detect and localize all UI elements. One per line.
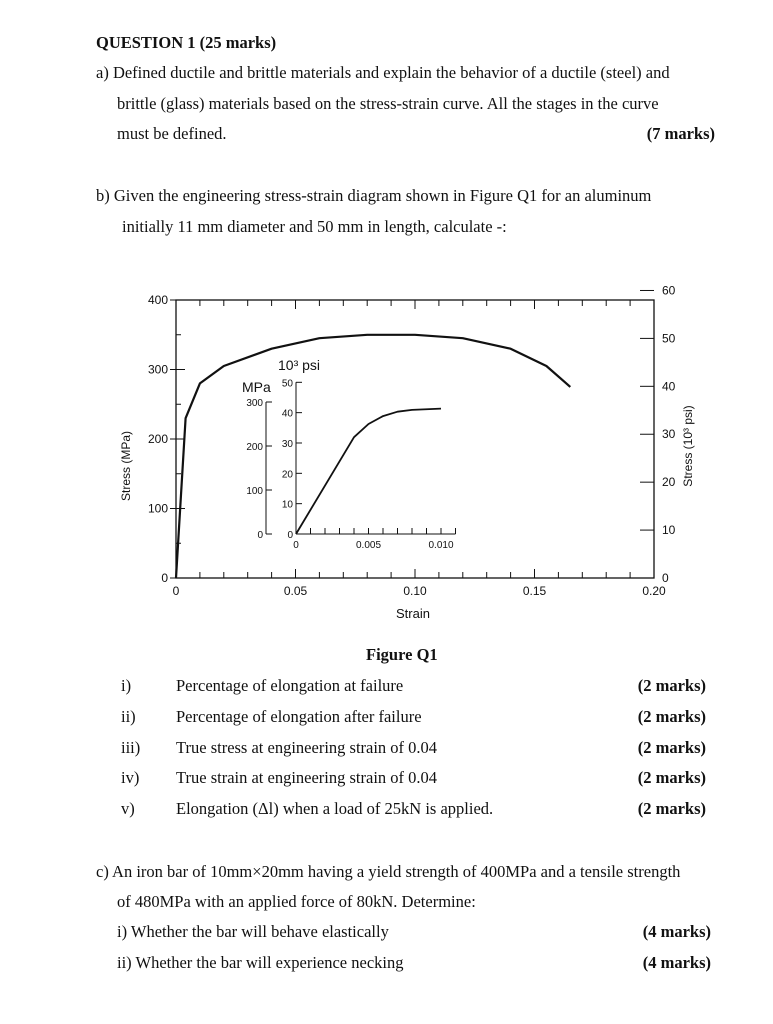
stress-strain-figure <box>110 278 710 640</box>
inset-label-mpa: MPa <box>242 379 271 395</box>
question-title: QUESTION 1 (25 marks) <box>96 33 277 52</box>
part-c-item-marks: (4 marks) <box>642 953 711 972</box>
part-b-line-2: initially 11 mm diameter and 50 mm in length, calculate -: <box>122 217 507 236</box>
inset-psi-tick-label: 30 <box>281 438 293 450</box>
inset-psi-tick-label: 50 <box>281 378 293 390</box>
inset-mpa-tick-label: 100 <box>246 486 263 497</box>
y-tick-label-left: 200 <box>147 432 168 446</box>
subpart-marks: (2 marks) <box>637 706 706 726</box>
subpart-number: v) <box>121 799 135 819</box>
x-tick-label: 0 <box>172 584 180 598</box>
subpart-marks: (2 marks) <box>637 737 706 757</box>
y-tick-label-right: 50 <box>662 331 676 346</box>
part-a-line-2: brittle (glass) materials based on the stress-strain curve. All the stages in the curve <box>117 94 659 113</box>
y-tick-label-right: 30 <box>662 427 676 442</box>
part-a-line-1: a) Defined ductile and brittle materials and explain the behavior of a ductile (steel) and <box>96 63 670 82</box>
subpart-text: True strain at engineering strain of 0.04 <box>176 768 438 788</box>
y-tick-label-right: 10 <box>662 523 676 538</box>
subpart-number: ii) <box>121 706 136 726</box>
y-tick-label-right: 60 <box>662 283 676 298</box>
y-axis-label-left: Stress (MPa) <box>119 430 133 502</box>
y-tick-label-left: 0 <box>161 571 168 585</box>
part-c-line-1: c) An iron bar of 10mm×20mm having a yield strength of 400MPa and a tensile strength <box>96 862 681 881</box>
x-tick-label: 0.05 <box>283 584 308 598</box>
inset-psi-tick-label: 0 <box>287 530 293 541</box>
subpart-marks: (2 marks) <box>637 799 706 819</box>
subpart-text: Percentage of elongation after failure <box>176 706 422 726</box>
inset-mpa-tick-label: 0 <box>257 530 263 541</box>
y-tick-label-right: 40 <box>662 379 676 394</box>
x-axis-label: Strain <box>396 606 430 621</box>
x-tick-label: 0.10 <box>403 584 427 598</box>
subpart-text: Percentage of elongation at failure <box>176 676 404 695</box>
x-tick-label: 0.20 <box>642 584 666 598</box>
part-c-item-marks: (4 marks) <box>642 922 711 941</box>
y-tick-label-left: 300 <box>147 362 168 377</box>
x-tick-label: 0.15 <box>522 584 547 598</box>
subpart-number: iii) <box>121 737 141 757</box>
inset-psi-tick-label: 20 <box>281 469 293 481</box>
subpart-text: Elongation (Δl) when a load of 25kN is applied. <box>176 799 494 819</box>
part-b-line-1: b) Given the engineering stress-strain diagram shown in Figure Q1 for an aluminum <box>96 186 652 205</box>
part-c-item: i) Whether the bar will behave elastically <box>117 922 389 941</box>
y-tick-label-right: 20 <box>662 475 676 490</box>
y-axis-label-right: Stress (10³ psi) <box>681 405 695 487</box>
inset-label-psi: 10³ psi <box>278 357 321 373</box>
y-tick-label-right: 0 <box>662 571 669 585</box>
inset-curve <box>296 409 441 534</box>
subpart-text: True stress at engineering strain of 0.04 <box>176 737 438 757</box>
y-tick-label-left: 100 <box>147 501 168 516</box>
inset-psi-tick-label: 40 <box>281 408 293 420</box>
y-tick-label-left: 400 <box>147 293 168 307</box>
inset-x-tick-label: 0 <box>293 540 299 551</box>
figure-caption: Figure Q1 <box>366 645 438 664</box>
plot-frame <box>176 300 654 578</box>
part-c-line-2: of 480MPa with an applied force of 80kN. Determine: <box>117 892 476 911</box>
subpart-marks: (2 marks) <box>637 768 706 788</box>
inset-psi-tick-label: 10 <box>281 499 293 511</box>
part-c-item: ii) Whether the bar will experience necking <box>117 953 404 972</box>
subpart-number: i) <box>121 676 132 695</box>
inset-mpa-tick-label: 300 <box>246 398 263 409</box>
inset-x-tick-label: 0.005 <box>355 540 382 551</box>
part-a-line-3: must be defined. <box>117 124 227 143</box>
inset-mpa-tick-label: 200 <box>246 442 263 453</box>
part-a-marks: (7 marks) <box>646 124 715 143</box>
subpart-marks: (2 marks) <box>637 676 706 695</box>
inset-x-tick-label: 0.010 <box>428 540 454 551</box>
subpart-number: iv) <box>121 768 140 788</box>
